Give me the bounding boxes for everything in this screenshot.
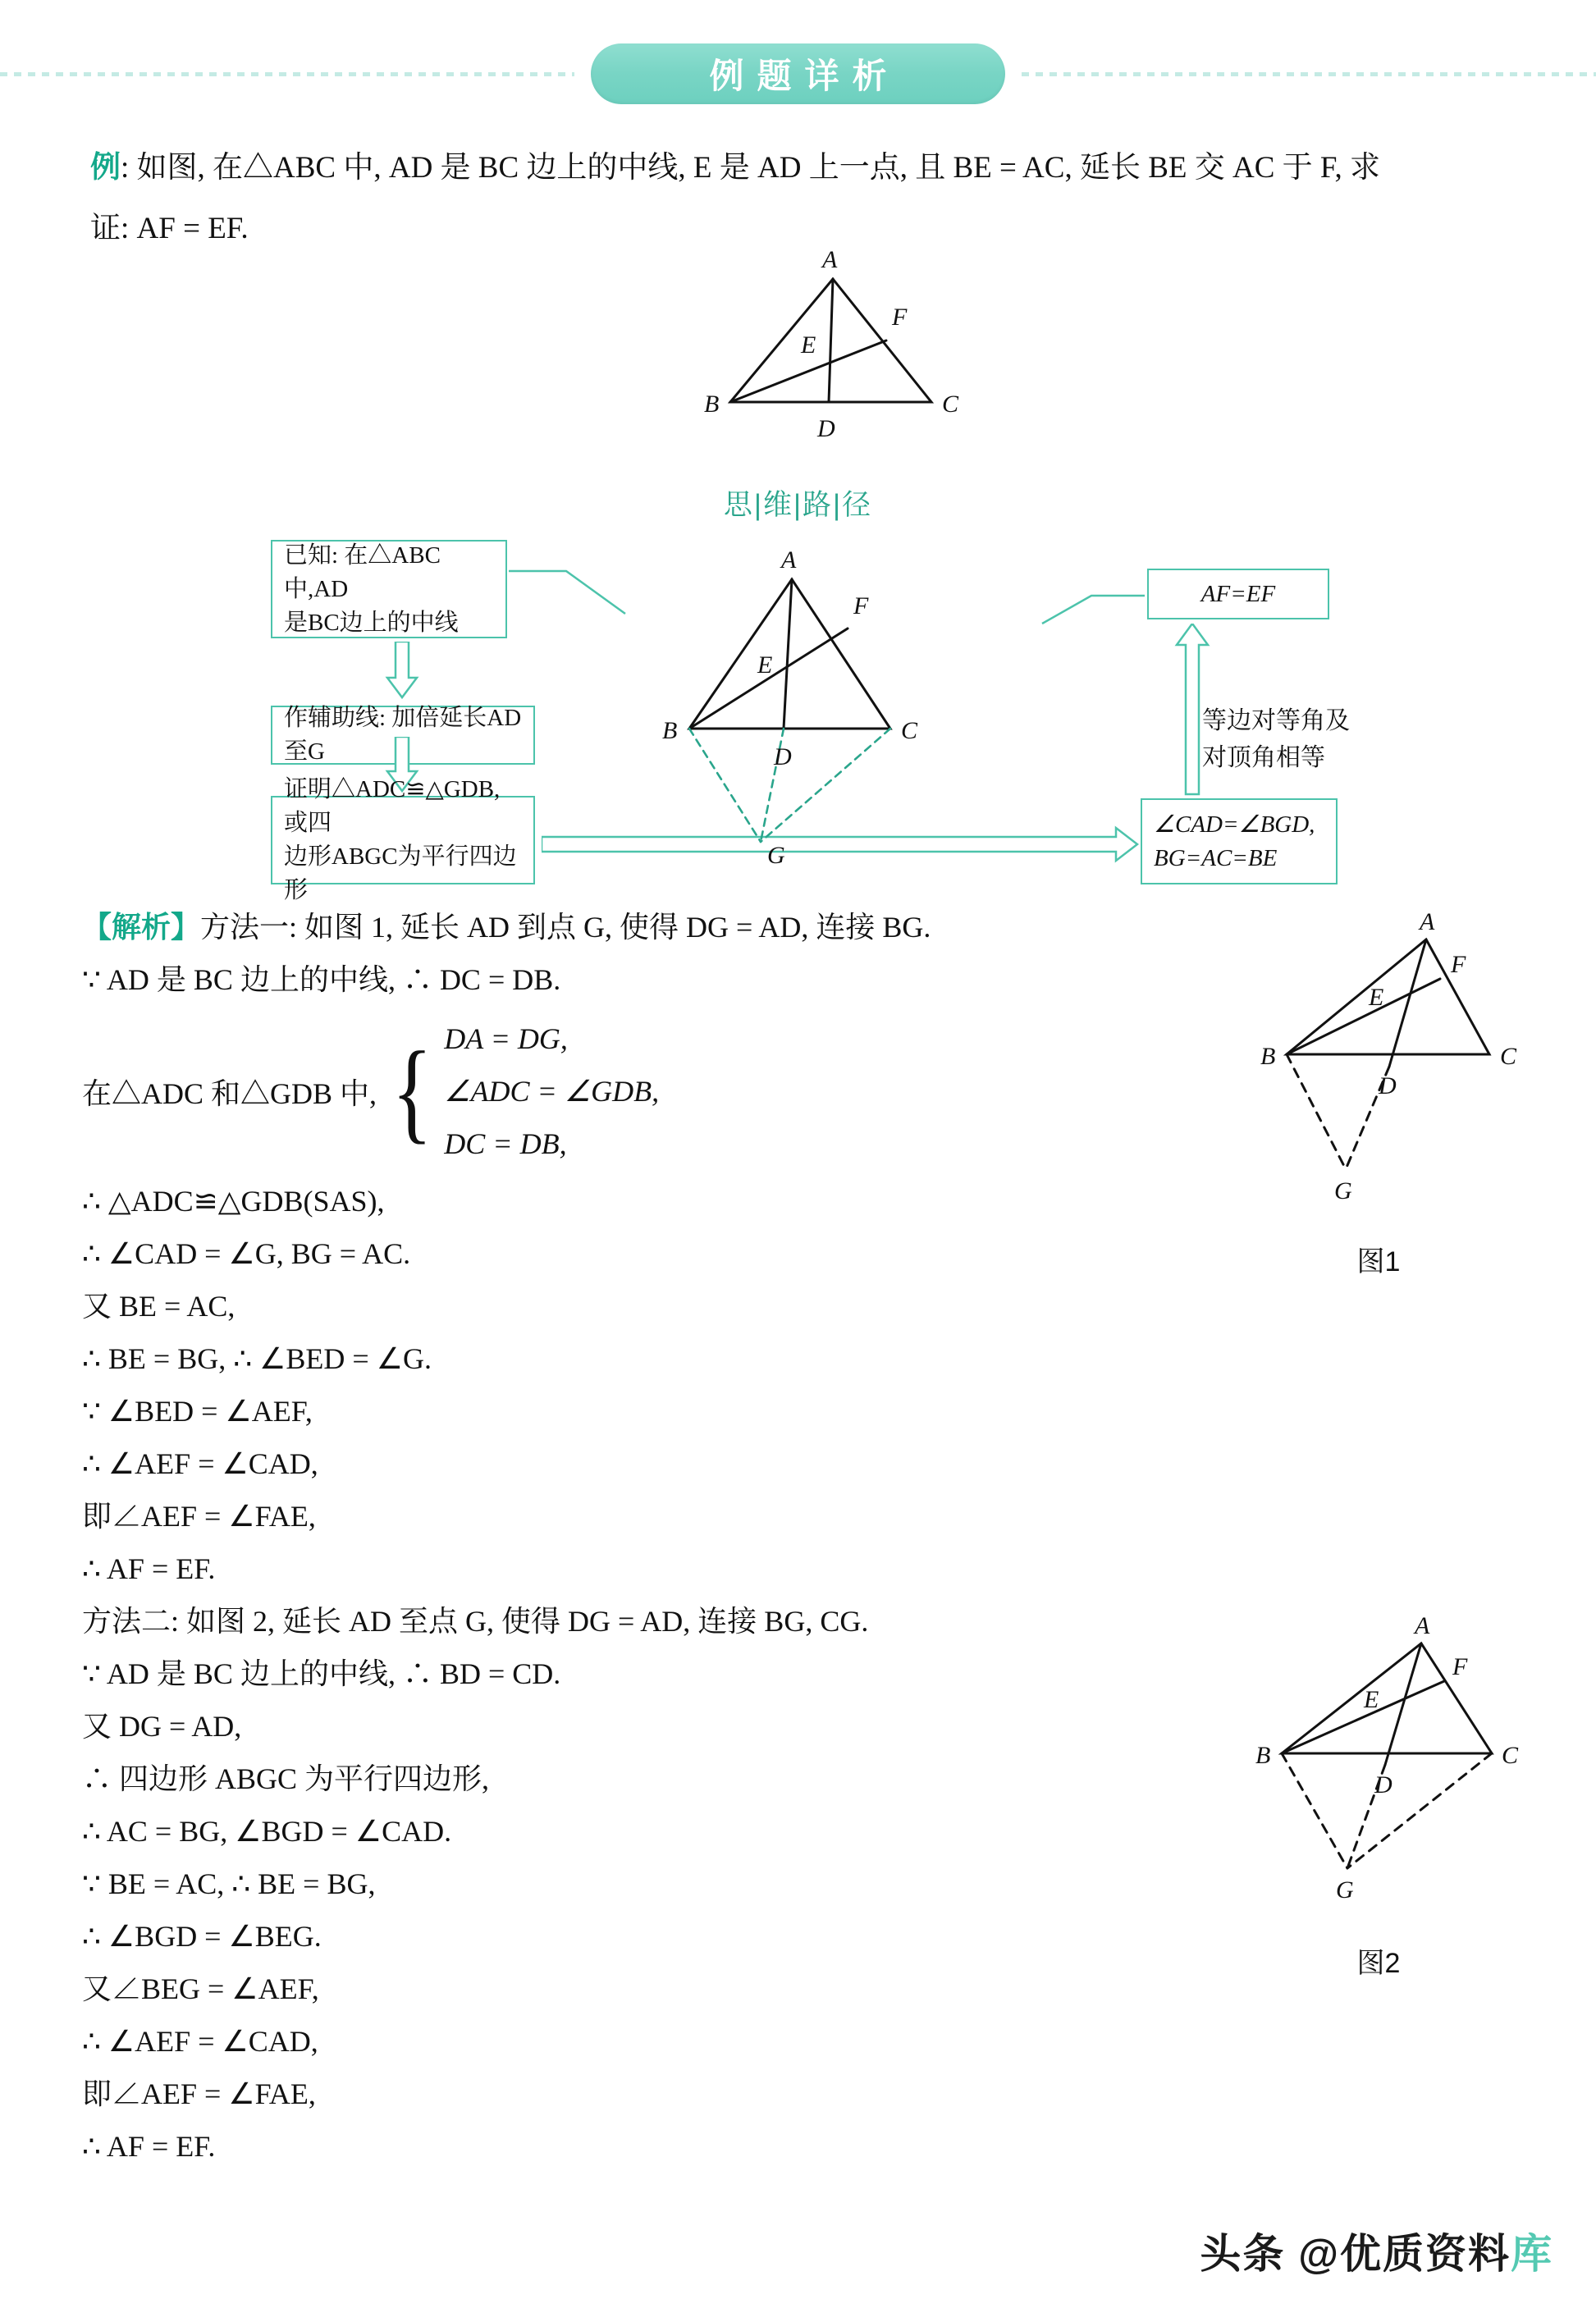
brace-item-1: DA = DG, [444,1022,568,1055]
flowfig-label-G: G [767,842,785,869]
m1-line-3: ∴ ∠CAD = ∠G, BG = AC. [82,1237,411,1270]
flow-given-line-1: 已知: 在△ABC中,AD [284,542,441,602]
fig1-label-B: B [1260,1043,1276,1070]
fig2-label-D: D [1374,1771,1392,1798]
fig1-label-C: C [1500,1043,1517,1070]
label-B: B [704,391,720,418]
m1-line-7: ∴ ∠AEF = ∠CAD, [82,1447,318,1480]
m2-line-7: 又∠BEG = ∠AEF, [82,1972,319,2005]
m1-line-6: ∵ ∠BED = ∠AEF, [82,1395,313,1428]
m2-line-2: 又 DG = AD, [82,1710,242,1743]
m2-line-9: 即∠AEF = ∠FAE, [82,2077,316,2110]
fig1-label-G: G [1334,1177,1352,1204]
figure-1 [1214,907,1543,1284]
flowfig-label-C: C [901,717,918,744]
congruence-condition-group [82,1012,1165,1170]
m1-line-2: ∴ △ADC≌△GDB(SAS), [82,1185,385,1218]
m2-line-10: ∴ AF = EF. [82,2130,216,2163]
fig1-label-E: E [1369,984,1384,1011]
flowfig-segment-bf [689,628,848,729]
flow-conclusion-line-2: BG=AC=BE [1154,844,1278,871]
fig2-label-F: F [1452,1653,1468,1680]
flow-box-given [271,540,507,638]
flowfig-median-ad [784,579,792,729]
left-brace-glyph: { [391,1028,432,1154]
connector-figure-to-goal [1042,596,1145,624]
m1-line-8: 即∠AEF = ∠FAE, [82,1500,316,1533]
fig2-label-G: G [1336,1876,1354,1904]
flow-reason-line-1: 等边对等角及 [1202,707,1350,734]
label-F: F [892,304,908,331]
label-D: D [817,415,835,442]
flow-auxiliary-text: 作辅助线: 加倍延长AD至G [284,705,522,765]
figure-2-caption: 图2 [1356,1948,1401,1979]
example-label: 例 [90,151,121,185]
median-ad [829,279,833,402]
flow-box-prove [271,776,535,903]
m2-line-4: ∴ AC = BG, ∠BGD = ∠CAD. [82,1815,452,1848]
fig1-dashed-bg [1287,1054,1346,1169]
m2-line-5: ∵ BE = AC, ∴ BE = BG, [82,1867,376,1900]
fig1-label-F: F [1451,951,1466,978]
main-triangle-figure [640,246,985,451]
m1-line-1: ∵ AD 是 BC 边上的中线, ∴ DC = DB. [82,963,561,996]
label-C: C [942,391,959,418]
flow-prove-line-1: 证明△ADC≌△GDB, 或四 [284,776,501,836]
flow-box-goal [1147,569,1329,619]
m1-line-5: ∴ BE = BG, ∴ ∠BED = ∠G. [82,1342,432,1375]
fig1-label-D: D [1379,1072,1397,1099]
watermark-prefix: 头条 @优质资料 [1200,2231,1511,2277]
flow-reason-line-2: 对顶角相等 [1202,744,1325,771]
fig2-segment-bf [1282,1681,1444,1753]
flow-arrow-down-1 [384,642,420,701]
method1-intro-text: 方法一: 如图 1, 延长 AD 到点 G, 使得 DG = AD, 连接 BG. [200,911,931,944]
figure-2 [1206,1612,1551,1981]
fig2-label-C: C [1502,1742,1519,1769]
fig1-median-ad [1389,939,1426,1067]
flowfig-label-F: F [853,592,869,619]
m1-line-9: ∴ AF = EF. [82,1552,216,1585]
flowfig-label-D: D [774,743,792,770]
m2-line-3: ∴ 四边形 ABGC 为平行四边形, [82,1762,490,1795]
watermark-accent: 库 [1511,2231,1553,2277]
m2-line-8: ∴ ∠AEF = ∠CAD, [82,2025,318,2058]
fig1-label-A: A [1420,908,1435,935]
figure-1-caption: 图1 [1356,1246,1401,1277]
header-rule-left [0,72,574,76]
problem-statement [90,138,1534,259]
solution-body [82,901,1165,2173]
fig2-label-B: B [1255,1742,1271,1769]
flow-reason-text [1202,702,1366,776]
flowchart-figure [620,532,964,884]
flowfig-label-A: A [781,546,797,574]
banner-title: 例题详析 [709,57,900,95]
m2-line-6: ∴ ∠BGD = ∠BEG. [82,1920,322,1953]
thinking-flowchart [271,532,1350,903]
flowfig-label-E: E [757,651,773,679]
flow-box-conclusion [1141,798,1338,884]
brace-item-3: DC = DB, [444,1127,567,1160]
solution-method2-intro: 方法二: 如图 2, 延长 AD 至点 G, 使得 DG = AD, 连接 BG, CG. [82,1605,869,1638]
label-E: E [801,331,816,359]
solution-method1-intro [82,901,1165,953]
flowfig-dashed-bg [689,729,761,842]
watermark [1200,2221,1553,2280]
label-A: A [822,246,838,273]
m1-line-4: 又 BE = AC, [82,1290,236,1323]
problem-line-2: 证: AF = EF. [90,212,249,245]
fig2-label-E: E [1364,1686,1379,1713]
thinking-path-label: 思|维|路|径 [723,489,873,521]
header-rule-right [1022,72,1596,76]
flow-conclusion-line-1: ∠CAD=∠BGD, [1154,811,1315,838]
analysis-label: 【解析】 [82,911,201,944]
flow-prove-line-2: 边形ABGC为平行四边形 [284,843,517,903]
page-header [0,38,1596,110]
flow-goal-text: AF=EF [1200,580,1276,607]
flow-given-line-2: 是BC边上的中线 [284,609,459,636]
fig2-label-A: A [1415,1612,1430,1639]
brace-item-2: ∠ADC = ∠GDB, [444,1075,660,1108]
connector-given-to-figure [509,571,625,614]
section-banner [591,43,1005,104]
brace-lead-text: 在△ADC 和△GDB 中, [82,1076,377,1110]
problem-text-1: : 如图, 在△ABC 中, AD 是 BC 边上的中线, E 是 AD 上一点, 且 BE = AC, 延长 BE 交 AC 于 F, 求 [121,151,1380,185]
flowfig-label-B: B [662,717,678,744]
problem-line-1 [90,138,1534,199]
fig2-dashed-bg [1282,1753,1347,1868]
m2-line-1: ∵ AD 是 BC 边上的中线, ∴ BD = CD. [82,1657,561,1690]
